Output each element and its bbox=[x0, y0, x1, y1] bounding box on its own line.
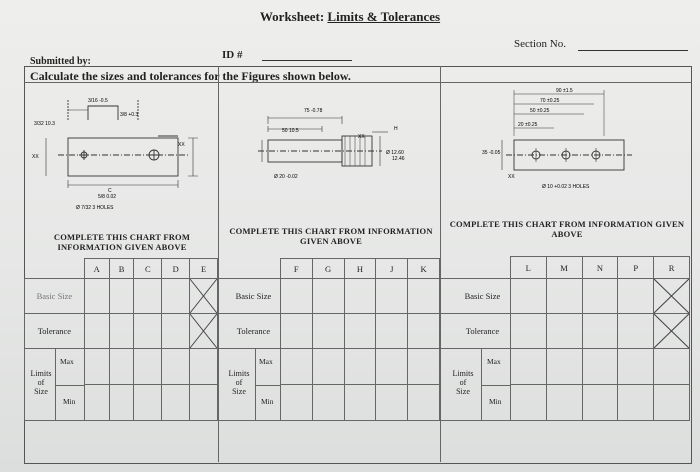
answer-cell[interactable] bbox=[312, 314, 344, 349]
column-header: F bbox=[280, 259, 312, 279]
answer-cell[interactable] bbox=[618, 385, 654, 421]
basic-size-label: Basic Size bbox=[25, 279, 85, 314]
answer-cell[interactable] bbox=[654, 385, 690, 421]
answer-cell[interactable] bbox=[344, 314, 376, 349]
answer-cell[interactable] bbox=[312, 349, 344, 385]
column-header: C bbox=[134, 259, 162, 279]
answer-cell[interactable] bbox=[134, 279, 162, 314]
column-header: E bbox=[190, 259, 218, 279]
svg-text:75 -0.78: 75 -0.78 bbox=[304, 108, 323, 114]
answer-cell[interactable] bbox=[84, 279, 109, 314]
figure-1-chart bbox=[24, 258, 218, 421]
svg-text:20 ±0.25: 20 ±0.25 bbox=[518, 122, 538, 128]
max-label: Max bbox=[60, 357, 74, 366]
size-label: Size bbox=[34, 387, 48, 396]
answer-cell[interactable] bbox=[376, 349, 408, 385]
answer-cell[interactable] bbox=[546, 385, 582, 421]
answer-cell[interactable] bbox=[84, 349, 109, 385]
answer-cell[interactable] bbox=[376, 385, 408, 421]
min-label: Min bbox=[489, 397, 502, 406]
svg-text:3/8 +0.3: 3/8 +0.3 bbox=[120, 112, 139, 118]
svg-text:Ø 20 -0.02: Ø 20 -0.02 bbox=[274, 174, 298, 180]
column-header: H bbox=[344, 259, 376, 279]
worksheet-title bbox=[0, 9, 700, 25]
title-prefix: Worksheet: bbox=[259, 9, 328, 24]
svg-text:50 ±0.25: 50 ±0.25 bbox=[530, 108, 550, 114]
min-label: Min bbox=[261, 397, 274, 406]
figure-3-drawing bbox=[444, 84, 684, 214]
answer-cell[interactable] bbox=[190, 385, 218, 421]
svg-text:XX: XX bbox=[32, 154, 39, 160]
svg-text:5/8 0.02: 5/8 0.02 bbox=[98, 194, 117, 200]
answer-cell[interactable] bbox=[546, 314, 582, 349]
size-label: Size bbox=[456, 387, 470, 396]
tolerance-label: Tolerance bbox=[441, 314, 511, 349]
column-header: D bbox=[162, 259, 190, 279]
answer-cell[interactable] bbox=[162, 279, 190, 314]
submitted-by-label: Submitted by: bbox=[30, 56, 91, 67]
size-label: Size bbox=[232, 387, 246, 396]
title-underlined: Limits & Tolerances bbox=[327, 9, 441, 24]
answer-cell[interactable] bbox=[109, 385, 134, 421]
answer-cell[interactable] bbox=[312, 385, 344, 421]
corner-cell bbox=[25, 259, 85, 279]
tolerance-label: Tolerance bbox=[25, 314, 85, 349]
svg-text:Ø 12.60: Ø 12.60 bbox=[386, 150, 404, 156]
answer-cell[interactable] bbox=[162, 314, 190, 349]
answer-cell[interactable] bbox=[582, 349, 618, 385]
figure-2-heading: COMPLETE THIS CHART FROM INFORMATION GIVEN ABOVE bbox=[229, 226, 433, 246]
limits-of-size-cell bbox=[441, 349, 511, 421]
svg-text:90 ±1.5: 90 ±1.5 bbox=[556, 88, 573, 94]
answer-cell[interactable] bbox=[134, 385, 162, 421]
column-header: M bbox=[546, 257, 582, 279]
column-header: B bbox=[109, 259, 134, 279]
answer-cell[interactable] bbox=[190, 349, 218, 385]
of-label: of bbox=[37, 378, 45, 387]
svg-text:12.46: 12.46 bbox=[392, 156, 405, 162]
of-label: of bbox=[235, 378, 243, 387]
answer-cell[interactable] bbox=[109, 349, 134, 385]
section-number-label: Section No. bbox=[514, 38, 566, 50]
answer-cell[interactable] bbox=[134, 314, 162, 349]
answer-cell[interactable] bbox=[510, 349, 546, 385]
basic-size-label: Basic Size bbox=[441, 279, 511, 314]
answer-cell[interactable] bbox=[582, 314, 618, 349]
answer-cell[interactable] bbox=[376, 279, 408, 314]
column-header: J bbox=[376, 259, 408, 279]
limits-of-size-cell bbox=[219, 349, 281, 421]
svg-text:XX: XX bbox=[358, 134, 365, 140]
answer-cell[interactable] bbox=[344, 349, 376, 385]
limits-of-size-cell bbox=[25, 349, 85, 421]
svg-text:Ø 7/32 3 HOLES: Ø 7/32 3 HOLES bbox=[76, 205, 114, 211]
crossed-out-cell bbox=[190, 279, 218, 314]
figure-1-drawing bbox=[28, 88, 214, 214]
instructions: Calculate the sizes and tolerances for the Figures shown below. bbox=[30, 69, 351, 83]
crossed-out-cell bbox=[190, 314, 218, 349]
answer-cell[interactable] bbox=[376, 314, 408, 349]
answer-cell[interactable] bbox=[109, 279, 134, 314]
frame-divider-top bbox=[24, 82, 692, 83]
svg-text:3/32 10.3: 3/32 10.3 bbox=[34, 121, 55, 127]
svg-text:XX: XX bbox=[508, 174, 515, 180]
crossed-out-cell bbox=[654, 279, 690, 314]
answer-cell[interactable] bbox=[344, 385, 376, 421]
answer-cell[interactable] bbox=[84, 385, 109, 421]
corner-cell bbox=[441, 257, 511, 279]
answer-cell[interactable] bbox=[134, 349, 162, 385]
answer-cell[interactable] bbox=[510, 279, 546, 314]
answer-cell[interactable] bbox=[280, 385, 312, 421]
answer-cell[interactable] bbox=[618, 349, 654, 385]
column-header: L bbox=[510, 257, 546, 279]
answer-cell[interactable] bbox=[510, 314, 546, 349]
id-field[interactable] bbox=[262, 60, 352, 61]
section-number-field[interactable] bbox=[578, 50, 688, 51]
limits-label: Limits bbox=[30, 369, 52, 378]
answer-cell[interactable] bbox=[84, 314, 109, 349]
answer-cell[interactable] bbox=[162, 349, 190, 385]
figure-1-heading: COMPLETE THIS CHART FROM INFORMATION GIVEN ABOVE bbox=[53, 232, 191, 252]
svg-text:50 10.5: 50 10.5 bbox=[282, 128, 299, 134]
column-header: A bbox=[84, 259, 109, 279]
limits-label: Limits bbox=[228, 369, 250, 378]
answer-cell[interactable] bbox=[109, 314, 134, 349]
svg-text:Ø 10 +0.02 3 HOLES: Ø 10 +0.02 3 HOLES bbox=[542, 184, 590, 190]
corner-cell bbox=[219, 259, 281, 279]
figure-3-chart bbox=[440, 256, 690, 421]
id-label: ID # bbox=[222, 49, 243, 61]
answer-cell[interactable] bbox=[408, 314, 440, 349]
column-header: P bbox=[618, 257, 654, 279]
answer-cell[interactable] bbox=[408, 349, 440, 385]
answer-cell[interactable] bbox=[654, 349, 690, 385]
crossed-out-cell bbox=[654, 314, 690, 349]
max-label: Max bbox=[259, 357, 273, 366]
svg-text:3/16 -0.5: 3/16 -0.5 bbox=[88, 98, 108, 104]
figure-2-chart bbox=[218, 258, 440, 421]
answer-cell[interactable] bbox=[618, 279, 654, 314]
of-label: of bbox=[459, 378, 467, 387]
svg-text:C: C bbox=[108, 188, 112, 194]
answer-cell[interactable] bbox=[546, 279, 582, 314]
answer-cell[interactable] bbox=[618, 314, 654, 349]
svg-text:H: H bbox=[394, 126, 398, 132]
max-label: Max bbox=[487, 357, 501, 366]
figure-3-heading: COMPLETE THIS CHART FROM INFORMATION GIVEN ABOVE bbox=[449, 219, 685, 239]
answer-cell[interactable] bbox=[280, 349, 312, 385]
answer-cell[interactable] bbox=[546, 349, 582, 385]
tolerance-label: Tolerance bbox=[219, 314, 281, 349]
svg-text:70 ±0.25: 70 ±0.25 bbox=[540, 98, 560, 104]
answer-cell[interactable] bbox=[582, 279, 618, 314]
column-header: G bbox=[312, 259, 344, 279]
column-header: R bbox=[654, 257, 690, 279]
figure-2-drawing bbox=[222, 88, 436, 214]
basic-size-label: Basic Size bbox=[219, 279, 281, 314]
answer-cell[interactable] bbox=[312, 279, 344, 314]
answer-cell[interactable] bbox=[280, 279, 312, 314]
column-header: K bbox=[408, 259, 440, 279]
answer-cell[interactable] bbox=[582, 385, 618, 421]
answer-cell[interactable] bbox=[280, 314, 312, 349]
answer-cell[interactable] bbox=[408, 279, 440, 314]
answer-cell[interactable] bbox=[510, 385, 546, 421]
svg-text:35 -0.05: 35 -0.05 bbox=[482, 150, 501, 156]
column-header: N bbox=[582, 257, 618, 279]
answer-cell[interactable] bbox=[162, 385, 190, 421]
min-label: Min bbox=[63, 397, 76, 406]
answer-cell[interactable] bbox=[344, 279, 376, 314]
svg-text:XX: XX bbox=[178, 142, 185, 148]
limits-label: Limits bbox=[452, 369, 474, 378]
answer-cell[interactable] bbox=[408, 385, 440, 421]
